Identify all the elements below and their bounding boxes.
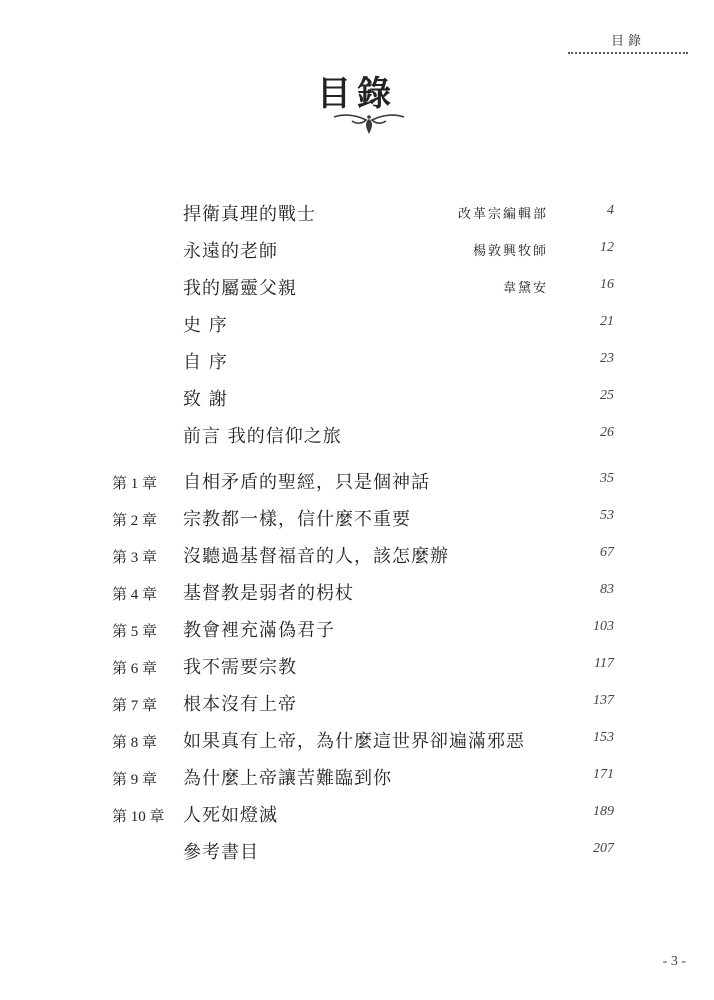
toc-entry[interactable]	[0, 272, 714, 302]
toc-entry[interactable]	[0, 762, 714, 792]
toc-chapter-label: 第 8 章	[112, 735, 158, 751]
toc-chapter-label: 第 10 章	[112, 809, 165, 825]
toc-page-number: 12	[600, 240, 614, 255]
toc-entry[interactable]	[0, 503, 714, 533]
toc-entry[interactable]	[0, 466, 714, 496]
toc-entry-title: 宗教都一樣，信什麼不重要	[183, 509, 411, 530]
toc-page-number: 23	[600, 351, 614, 366]
toc-chapter-label: 第 2 章	[112, 513, 158, 529]
toc-page-number: 53	[600, 508, 614, 523]
page-number-folio: - 3 -	[662, 954, 686, 969]
toc-entry-title: 為什麼上帝讓苦難臨到你	[183, 768, 392, 789]
toc-entry-title: 我不需要宗教	[183, 657, 297, 678]
toc-entry-title: 人死如燈滅	[183, 805, 278, 826]
toc-entry-author: 改革宗編輯部	[457, 207, 548, 222]
toc-entry[interactable]	[0, 198, 714, 228]
flourish-ornament-icon	[332, 112, 406, 136]
toc-entry-title: 史 序	[183, 315, 228, 336]
toc-entry-title: 沒聽過基督福音的人，該怎麼辦	[183, 546, 449, 567]
toc-page-number: 153	[593, 730, 614, 745]
toc-chapter-label: 第 6 章	[112, 661, 158, 677]
toc-entry-title: 我的屬靈父親	[183, 278, 297, 299]
toc-entry-title: 致 謝	[183, 389, 228, 410]
toc-page-number: 35	[600, 471, 614, 486]
toc-page-number: 103	[593, 619, 614, 634]
toc-page-number: 189	[593, 804, 614, 819]
toc-entry-title: 自 序	[183, 352, 228, 373]
toc-entry-title: 捍衛真理的戰士	[183, 204, 316, 225]
toc-entry[interactable]	[0, 383, 714, 413]
toc-entry[interactable]	[0, 420, 714, 450]
toc-page-number: 67	[600, 545, 614, 560]
toc-entry-title: 自相矛盾的聖經，只是個神話	[183, 472, 430, 493]
toc-entry-title: 基督教是弱者的枴杖	[183, 583, 354, 604]
toc-page-number: 207	[593, 841, 614, 856]
toc-chapter-label: 第 1 章	[112, 476, 158, 492]
toc-entry-author: 楊敦興牧師	[472, 244, 548, 259]
toc-chapter-label: 第 5 章	[112, 624, 158, 640]
toc-page-number: 26	[600, 425, 614, 440]
toc-entry[interactable]	[0, 235, 714, 265]
toc-entry-title: 永遠的老師	[183, 241, 278, 262]
toc-page-number: 25	[600, 388, 614, 403]
toc-page-number: 171	[593, 767, 614, 782]
header-dotted-rule	[568, 52, 688, 54]
toc-page-number: 21	[600, 314, 614, 329]
toc-entry[interactable]	[0, 651, 714, 681]
toc-chapter-label: 第 4 章	[112, 587, 158, 603]
toc-entry-title: 根本沒有上帝	[183, 694, 297, 715]
toc-entry[interactable]	[0, 577, 714, 607]
toc-page-number: 117	[594, 656, 614, 671]
toc-entry-title: 教會裡充滿偽君子	[183, 620, 335, 641]
toc-chapter-label: 第 3 章	[112, 550, 158, 566]
toc-entry[interactable]	[0, 725, 714, 755]
toc-page-number: 137	[593, 693, 614, 708]
toc-entry[interactable]	[0, 540, 714, 570]
toc-entry-title: 前言 我的信仰之旅	[183, 426, 342, 447]
page-title: 目錄	[317, 74, 397, 114]
toc-entry[interactable]	[0, 836, 714, 866]
toc-page-number: 4	[607, 203, 614, 218]
toc-entry[interactable]	[0, 614, 714, 644]
toc-entry[interactable]	[0, 799, 714, 829]
toc-entry[interactable]	[0, 688, 714, 718]
running-header: 目錄	[610, 34, 645, 49]
toc-entry[interactable]	[0, 309, 714, 339]
toc-entry-title: 參考書目	[183, 842, 259, 863]
toc-chapter-label: 第 9 章	[112, 772, 158, 788]
toc-entry-title: 如果真有上帝，為什麼這世界卻遍滿邪惡	[183, 731, 525, 752]
toc-entry-author: 韋黛安	[502, 281, 548, 296]
toc-entry[interactable]	[0, 346, 714, 376]
toc-chapter-label: 第 7 章	[112, 698, 158, 714]
toc-page-number: 83	[600, 582, 614, 597]
toc-page-number: 16	[600, 277, 614, 292]
